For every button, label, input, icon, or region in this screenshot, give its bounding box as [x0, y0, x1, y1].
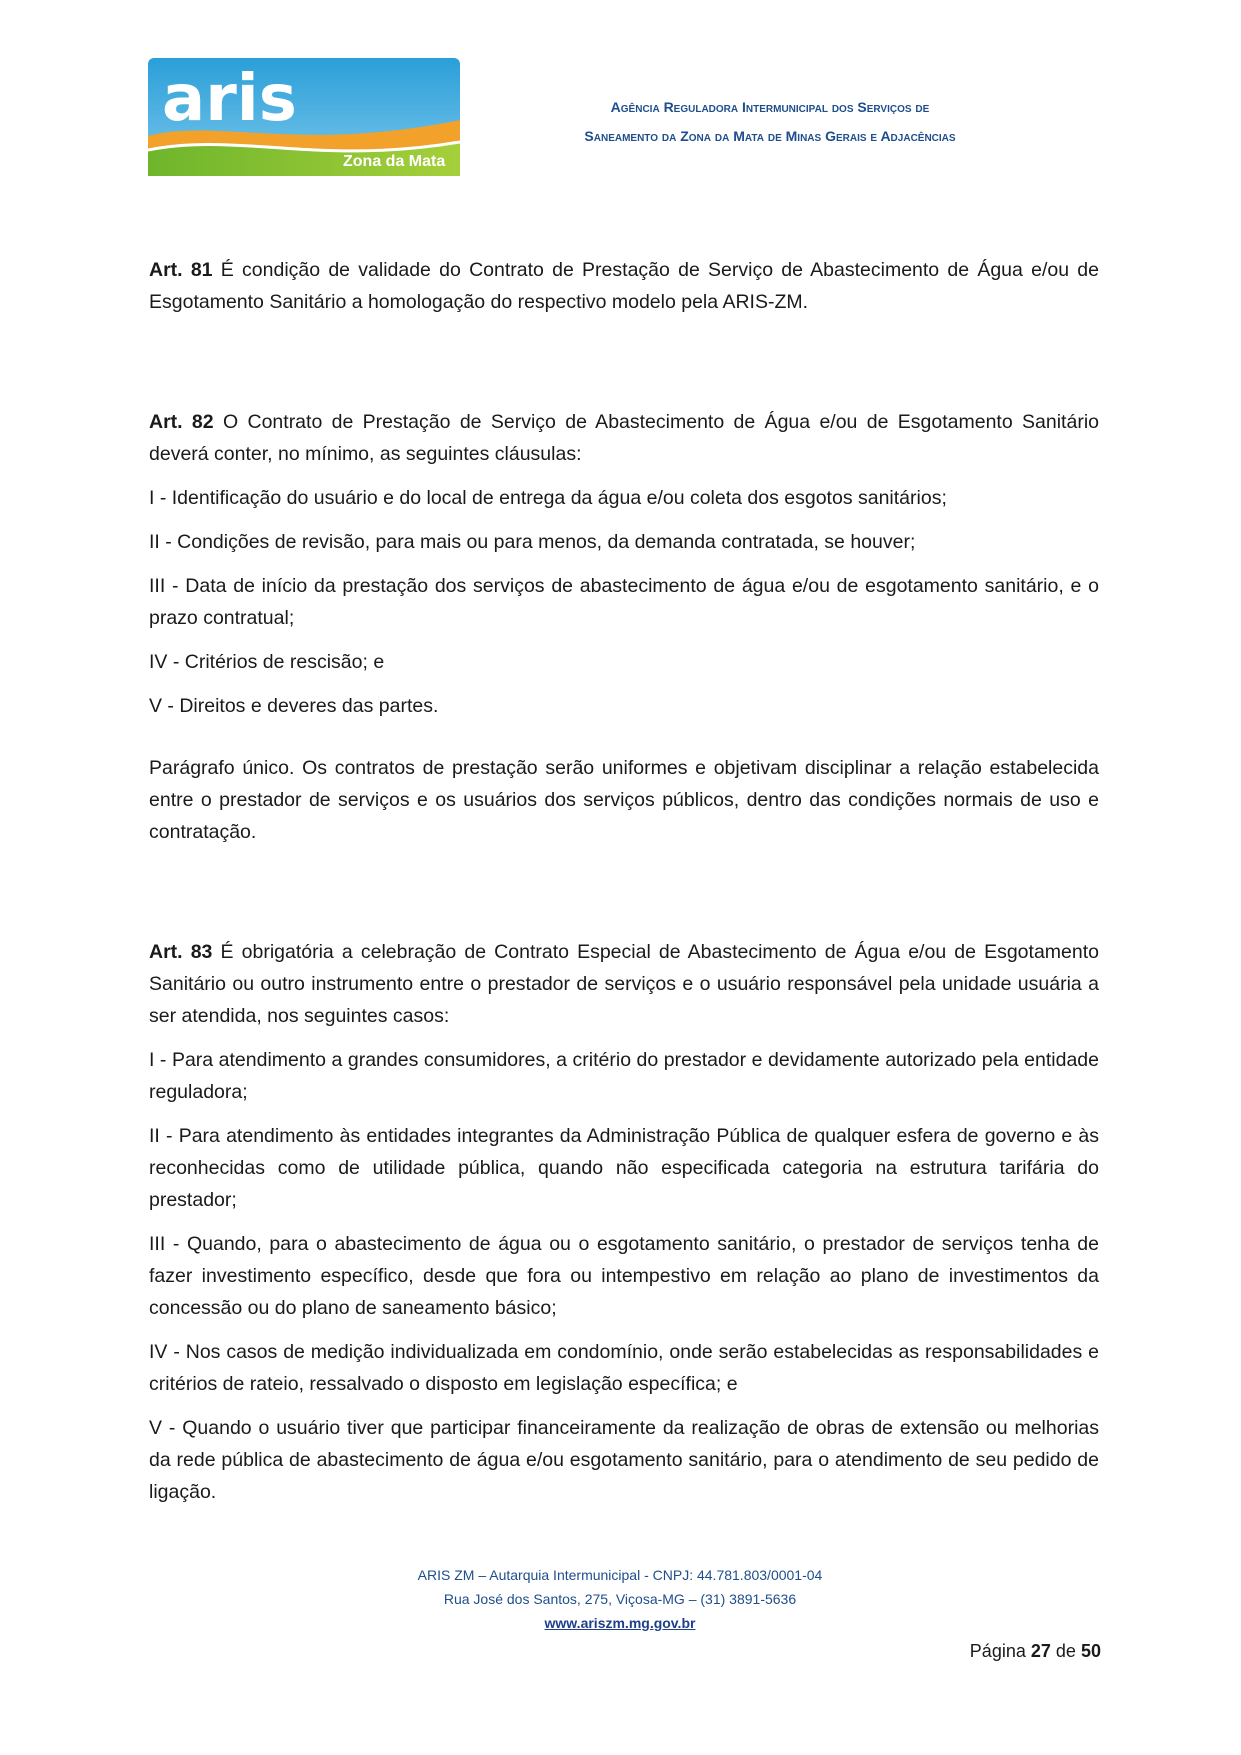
page-total: 50 — [1080, 1641, 1101, 1661]
page-label: Página — [969, 1641, 1026, 1661]
article-text: É condição de validade do Contrato de Prestação de Serviço de Abastecimento de Água e/ou de Esgotamento Sanitário a homologação do respectivo modelo pela ARIS-ZM. — [149, 259, 1099, 313]
clause-item: III - Data de início da prestação dos serviços de abastecimento de água e/ou de esgotamento sanitário, e o prazo contratual; — [149, 575, 1099, 629]
clause-item: IV - Critérios de rescisão; e — [149, 651, 385, 673]
sole-paragraph: Parágrafo único. Os contratos de prestação serão uniformes e objetivam disciplinar a relação estabelecida entre o prestador de serviços e os usuários dos serviços públicos, dentro das condições normais de uso e contratação. — [149, 757, 1099, 843]
clause-item: V - Direitos e deveres das partes. — [149, 695, 439, 717]
page-of: de — [1055, 1641, 1076, 1661]
article-paragraph — [149, 936, 1099, 1032]
clause-item: IV - Nos casos de medição individualizada em condomínio, onde serão estabelecidas as responsabilidades e critérios de rateio, ressalvado o disposto em legislação específica; e — [149, 1341, 1099, 1395]
article-label: Art. 81 — [149, 259, 213, 281]
clause-item: III - Quando, para o abastecimento de água ou o esgotamento sanitário, o prestador de serviços tenha de fazer investimento específico, desde que fora ou intempestivo em relação ao plano de investimentos da concessão ou do plano de saneamento básico; — [149, 1233, 1099, 1319]
page-current: 27 — [1030, 1641, 1051, 1661]
page-number — [970, 1641, 1101, 1662]
logo-subtitle: Zona da Mata — [343, 153, 446, 170]
article-text: É obrigatória a celebração de Contrato Especial de Abastecimento de Água e/ou de Esgotamento Sanitário ou outro instrumento entre o prestador de serviços e o usuário responsável pela unidade usuária a ser atendida, nos seguintes casos: — [149, 941, 1099, 1027]
clause-item: II - Para atendimento às entidades integrantes da Administração Pública de qualquer esfera de governo e às reconhecidas como de utilidade pública, quando não especificada categoria na estrutura tarifária do prestador; — [149, 1125, 1099, 1211]
document-body — [149, 254, 1099, 1520]
clause-item: V - Quando o usuário tiver que participar financeiramente da realização de obras de extensão ou melhorias da rede pública de abastecimento de água e/ou esgotamento sanitário, para o atendimento de seu pedido de ligação. — [149, 1417, 1099, 1503]
clause-item: II - Condições de revisão, para mais ou para menos, da demanda contratada, se houver; — [149, 531, 916, 553]
logo-text: aris — [162, 62, 297, 136]
website-link[interactable]: www.ariszm.mg.gov.br — [544, 1615, 696, 1631]
clause-item: I - Identificação do usuário e do local de entrega da água e/ou coleta dos esgotos sanitários; — [149, 487, 947, 509]
article-text: O Contrato de Prestação de Serviço de Abastecimento de Água e/ou de Esgotamento Sanitário deverá conter, no mínimo, as seguintes cláusulas: — [149, 411, 1099, 465]
footer-line-1: ARIS ZM – Autarquia Intermunicipal - CNPJ: 44.781.803/0001-04 — [417, 1567, 823, 1583]
aris-logo — [148, 58, 460, 176]
footer-line-2: Rua José dos Santos, 275, Viçosa-MG – (31) 3891-5636 — [443, 1591, 797, 1607]
agency-header — [500, 93, 1040, 151]
article-label: Art. 82 — [149, 411, 214, 433]
clause-item: I - Para atendimento a grandes consumidores, a critério do prestador e devidamente autorizado pela entidade reguladora; — [149, 1049, 1099, 1103]
agency-line-1: Agência Reguladora Intermunicipal dos Serviços de — [610, 99, 930, 115]
article-paragraph — [149, 254, 1099, 318]
article-label: Art. 83 — [149, 941, 213, 963]
agency-line-2: Saneamento da Zona da Mata de Minas Gerais e Adjacências — [584, 128, 956, 144]
aris-logo-graphic — [148, 58, 460, 176]
page-footer — [340, 1563, 900, 1635]
article-paragraph — [149, 406, 1099, 470]
